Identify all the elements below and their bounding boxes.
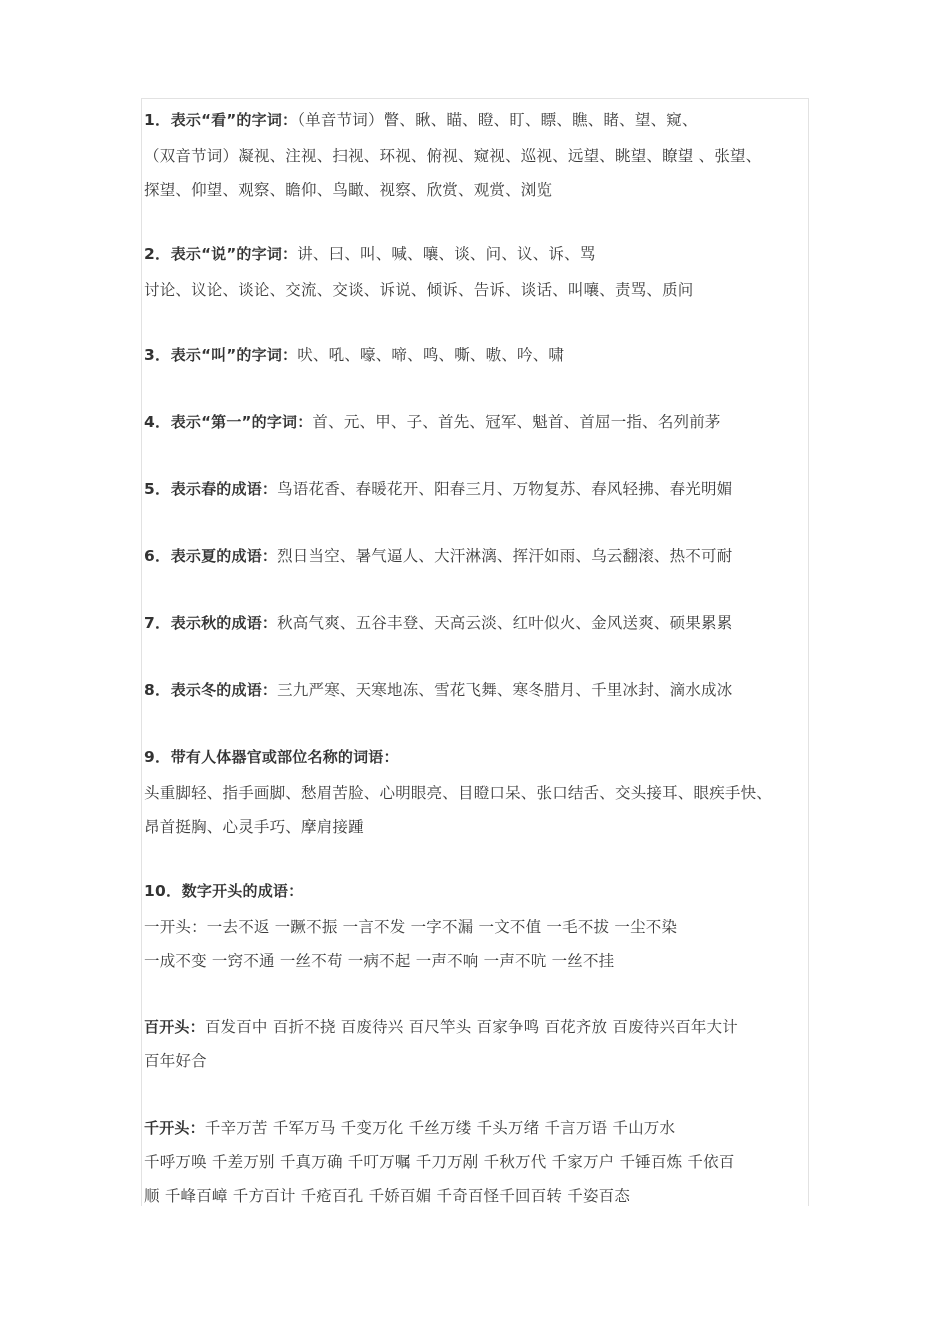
section-number-separator: ． xyxy=(155,748,171,766)
section-text-line: 一成不变 一窍不通 一丝不苟 一病不起 一声不响 一声不吭 一丝不挂 xyxy=(144,952,615,970)
section-heading-4 xyxy=(144,412,721,432)
section-text: 秋高气爽、五谷丰登、天高云淡、红叶似火、金风送爽、硕果累累 xyxy=(277,614,733,632)
section-text-line: 百年好合 xyxy=(144,1052,207,1070)
section-number-separator: ． xyxy=(155,413,171,431)
section-heading-9 xyxy=(144,747,399,767)
section-title: 表示冬的成语： xyxy=(170,681,278,699)
section-title: 表示秋的成语： xyxy=(170,614,278,632)
section-text-line: 一开头：一去不返 一蹶不振 一言不发 一字不漏 一文不值 一毛不拔 一尘不染 xyxy=(144,918,678,936)
section-title: 表示夏的成语： xyxy=(170,547,278,565)
section-title: 表示“第一”的字词： xyxy=(170,413,313,431)
document-frame xyxy=(141,98,809,1206)
section-number-separator: ． xyxy=(155,480,171,498)
section-text: 吠、吼、嚎、啼、鸣、嘶、嗷、吟、啸 xyxy=(297,346,565,364)
section-number: 9 xyxy=(144,748,155,766)
section-text-line: 头重脚轻、指手画脚、愁眉苦脸、心明眼亮、目瞪口呆、张口结舌、交头接耳、眼疾手快、 xyxy=(144,784,773,802)
section-number: 7 xyxy=(144,614,155,632)
section-text: 讲、曰、叫、喊、嚷、谈、问、议、诉、骂 xyxy=(297,245,596,263)
section-number-separator: ． xyxy=(155,614,171,632)
section-title: 表示“说”的字词： xyxy=(170,245,298,263)
section-number: 3 xyxy=(144,346,155,364)
section-text-line: 讨论、议论、谈论、交流、交谈、诉说、倾诉、告诉、谈话、叫嚷、责骂、质问 xyxy=(144,281,694,299)
section-title: 百开头： xyxy=(144,1018,205,1036)
section-text-line: （双音节词）凝视、注视、扫视、环视、俯视、窥视、巡视、远望、眺望、瞭望 、张望、 xyxy=(144,147,762,165)
section-number: 5 xyxy=(144,480,155,498)
section-text-line: 千呼万唤 千差万别 千真万确 千叮万嘱 千刀万剐 千秋万代 千家万户 千锤百炼 千依百 xyxy=(144,1153,735,1171)
section-title: 表示春的成语： xyxy=(170,480,278,498)
section-number: 8 xyxy=(144,681,155,699)
section-text: 千辛万苦 千军万马 千变万化 千丝万缕 千头万绪 千言万语 千山万水 xyxy=(204,1119,676,1137)
section-heading-1 xyxy=(144,110,698,130)
section-heading-5 xyxy=(144,479,732,499)
section-text: 百发百中 百折不挠 百废待兴 百尺竿头 百家争鸣 百花齐放 百废待兴百年大计 xyxy=(204,1018,738,1036)
section-text: 鸟语花香、春暖花开、阳春三月、万物复苏、春风轻拂、春光明媚 xyxy=(277,480,733,498)
section-text: （单音节词）瞥、瞅、瞄、瞪、盯、瞟、瞧、睹、望、窥、 xyxy=(297,111,698,129)
section-heading-7 xyxy=(144,613,732,633)
section-number-separator: ． xyxy=(155,111,171,129)
section-text: 烈日当空、暑气逼人、大汗淋漓、挥汗如雨、乌云翻滚、热不可耐 xyxy=(277,547,733,565)
section-title: 数字开头的成语： xyxy=(181,882,304,900)
section-number: 6 xyxy=(144,547,155,565)
section-heading-2 xyxy=(144,244,596,264)
section-number: 10 xyxy=(144,882,166,900)
section-title: 千开头： xyxy=(144,1119,205,1137)
section-heading-6 xyxy=(144,546,732,566)
section-title: 表示“叫”的字词： xyxy=(170,346,298,364)
section-heading-3 xyxy=(144,345,564,365)
section-heading-12 xyxy=(144,1118,675,1138)
section-title: 带有人体器官或部位名称的词语： xyxy=(170,748,399,766)
section-text-line: 昂首挺胸、心灵手巧、摩肩接踵 xyxy=(144,818,364,836)
section-number: 4 xyxy=(144,413,155,431)
section-text: 首、元、甲、子、首先、冠军、魁首、首屈一指、名列前茅 xyxy=(312,413,721,431)
section-text-line: 探望、仰望、观察、瞻仰、鸟瞰、视察、欣赏、观赏、浏览 xyxy=(144,181,553,199)
section-number: 2 xyxy=(144,245,155,263)
section-number: 1 xyxy=(144,111,155,129)
section-number-separator: ． xyxy=(155,245,171,263)
section-heading-10 xyxy=(144,881,303,901)
section-text: 三九严寒、天寒地冻、雪花飞舞、寒冬腊月、千里冰封、滴水成冰 xyxy=(277,681,733,699)
section-heading-11 xyxy=(144,1017,738,1037)
section-heading-8 xyxy=(144,680,732,700)
section-number-separator: ． xyxy=(165,882,182,900)
section-number-separator: ． xyxy=(155,346,171,364)
section-number-separator: ． xyxy=(155,681,171,699)
section-number-separator: ． xyxy=(155,547,171,565)
section-text-line: 顺 千峰百嶂 千方百计 千疮百孔 千娇百媚 千奇百怪千回百转 千姿百态 xyxy=(144,1187,631,1205)
section-title: 表示“看”的字词： xyxy=(170,111,298,129)
